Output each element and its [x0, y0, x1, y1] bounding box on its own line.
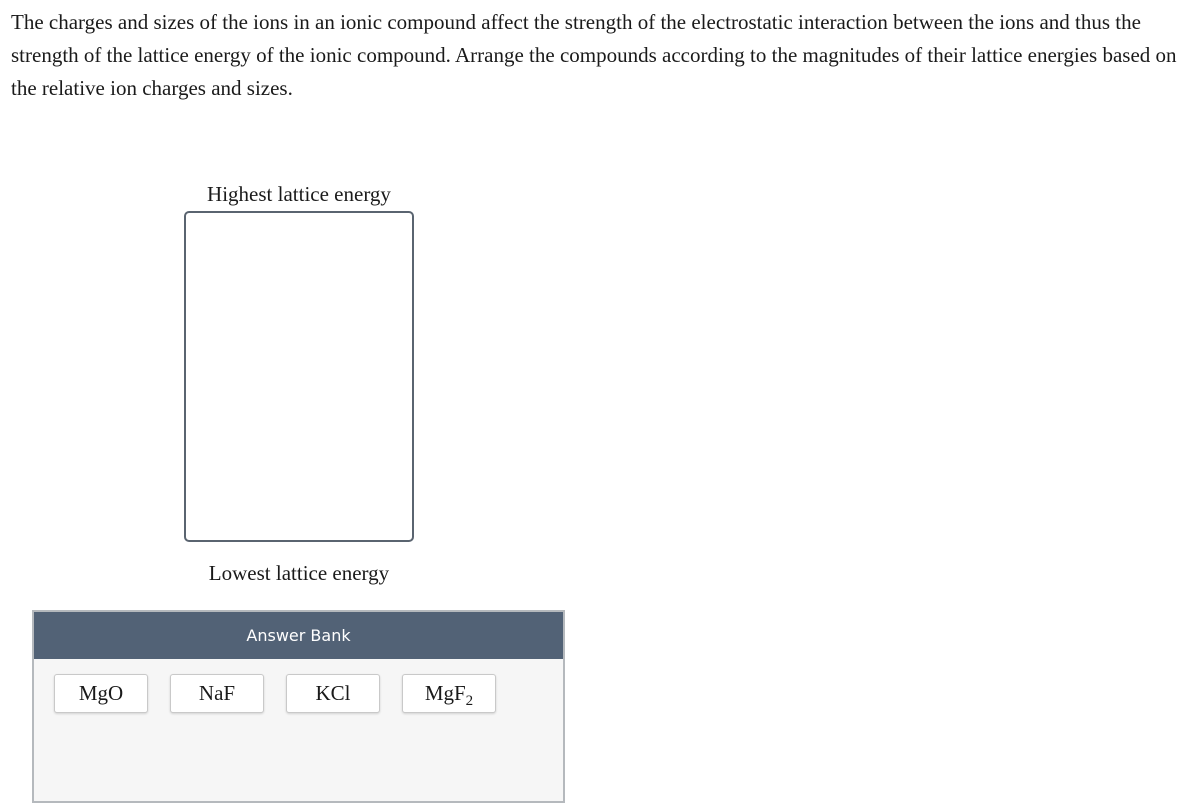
answer-chip-kcl[interactable]: [286, 674, 380, 713]
chip-subscript: 2: [465, 693, 474, 709]
answer-chip-mgf2[interactable]: [402, 674, 496, 713]
ranking-drop-zone[interactable]: [184, 211, 414, 542]
chip-formula: MgF: [424, 681, 466, 705]
chip-formula: MgO: [78, 681, 124, 705]
chip-formula: KCl: [315, 681, 351, 705]
answer-chip-mgo[interactable]: [54, 674, 148, 713]
lowest-lattice-energy-label: Lowest lattice energy: [208, 561, 390, 585]
answer-bank-title: Answer Bank: [34, 612, 563, 659]
answer-bank[interactable]: [32, 610, 565, 803]
highest-lattice-energy-label: Highest lattice energy: [207, 182, 391, 206]
answer-chip-naf[interactable]: [170, 674, 264, 713]
question-text: The charges and sizes of the ions in an ionic compound affect the strength of the electrostatic interaction between the ions and thus the strength of the lattice energy of the ionic compound. Arrange the compounds according to the magnitudes of their lattice energies based on the relative ion charges and sizes.: [11, 10, 1177, 100]
chip-formula: NaF: [198, 681, 236, 705]
